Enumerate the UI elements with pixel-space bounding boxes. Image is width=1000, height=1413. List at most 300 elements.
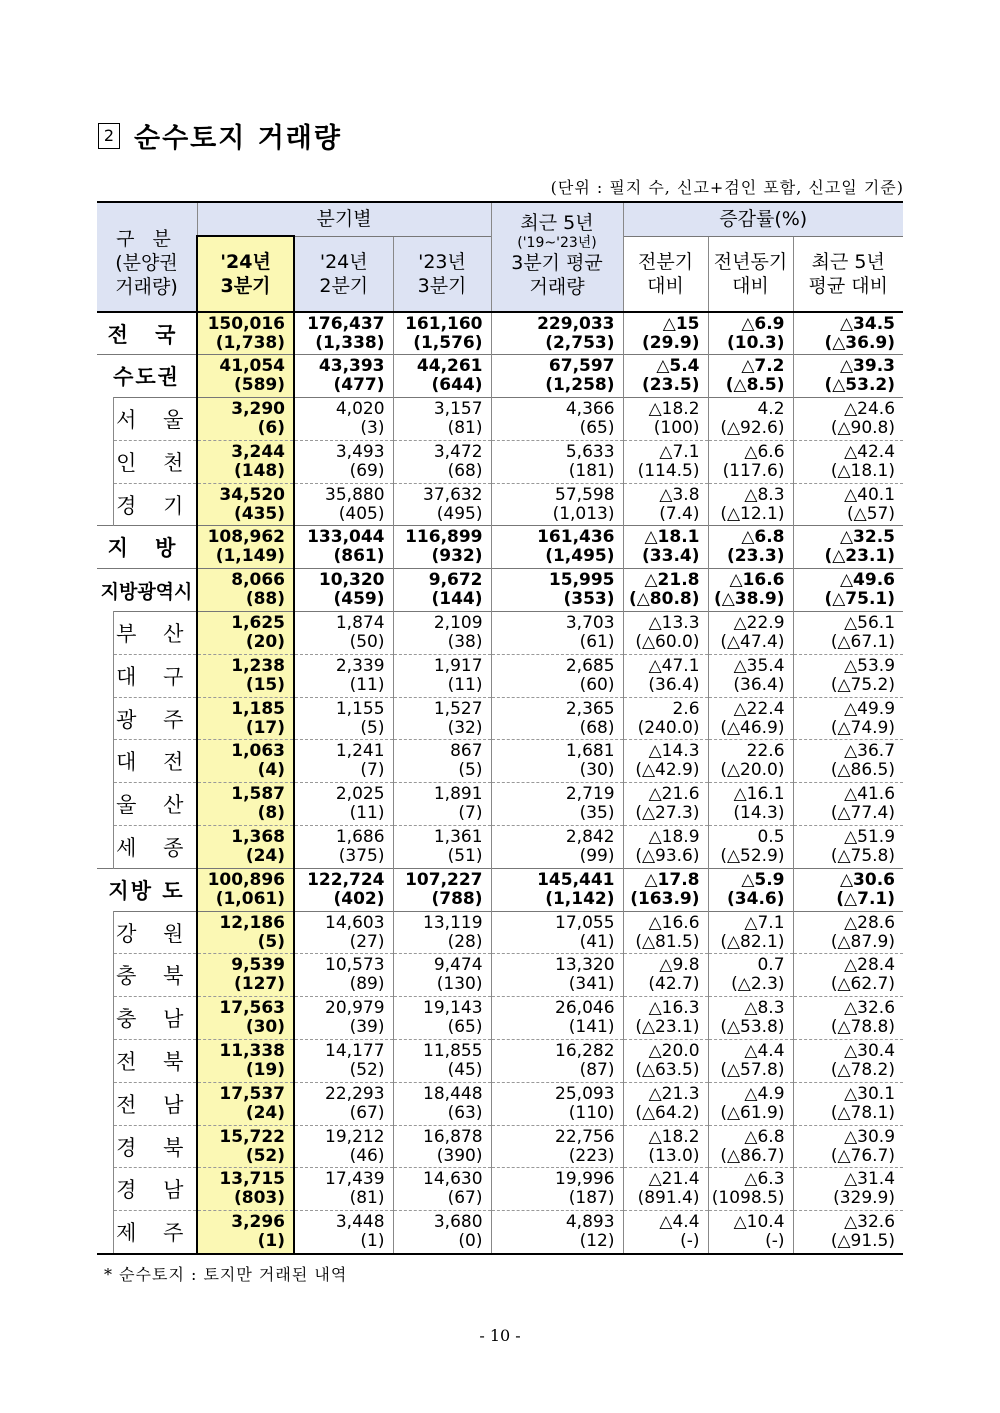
header-category-sub: (분양권 거래량) — [115, 252, 178, 298]
cell — [197, 398, 294, 441]
cell-value: 1,238 — [231, 655, 286, 676]
cell-value: △9.8 — [659, 955, 700, 976]
row-label: 대 전 — [113, 740, 197, 783]
cell-value: 1,874 — [335, 612, 385, 633]
cell-value: 57,598 — [555, 484, 615, 505]
cell — [393, 911, 491, 954]
cell — [623, 868, 708, 911]
cell — [793, 911, 903, 954]
cell-sub-value: (46) — [349, 1145, 385, 1166]
cell — [793, 355, 903, 398]
cell-sub-value: (68) — [447, 460, 483, 481]
cell — [294, 911, 393, 954]
cell-sub-value: (405) — [338, 503, 385, 524]
cell-value: △6.6 — [744, 441, 785, 462]
cell-sub-value: (644) — [431, 375, 483, 396]
cell — [294, 1211, 393, 1254]
cell-value: 18,448 — [423, 1083, 483, 1104]
cell — [197, 355, 294, 398]
cell-value: 1,368 — [231, 826, 286, 847]
cell-value: △16.1 — [733, 784, 785, 805]
cell-value: 14,630 — [423, 1169, 483, 1190]
cell-value: △32.5 — [839, 527, 896, 548]
row-indent — [97, 654, 113, 697]
cell — [393, 997, 491, 1040]
cell-sub-value: (14.3) — [733, 803, 785, 824]
cell — [623, 997, 708, 1040]
cell-value: 161,436 — [537, 527, 615, 548]
cell-sub-value: (34.6) — [727, 888, 785, 909]
cell — [491, 612, 623, 655]
cell-sub-value: (240.0) — [637, 717, 700, 738]
cell — [623, 740, 708, 783]
cell-value: △4.4 — [744, 1040, 785, 1061]
header-q-24-3: '24년 3분기 — [197, 236, 294, 312]
cell-value: 14,603 — [325, 912, 385, 933]
cell — [294, 398, 393, 441]
cell-sub-value: (1) — [257, 1230, 286, 1251]
cell — [197, 483, 294, 526]
cell-value: 2.6 — [672, 698, 700, 719]
cell-value: 16,878 — [423, 1126, 483, 1147]
cell — [197, 654, 294, 697]
cell-sub-value: (11) — [349, 803, 385, 824]
table-row — [97, 1082, 903, 1125]
cell — [708, 1125, 793, 1168]
cell-value: △8.3 — [744, 998, 785, 1019]
cell-sub-value: (477) — [333, 375, 385, 396]
header-vs-prev-q: 전분기 대비 — [623, 236, 708, 312]
cell-sub-value: (99) — [579, 845, 615, 866]
cell-sub-value: (1,142) — [545, 888, 615, 909]
cell — [623, 612, 708, 655]
table-row — [97, 440, 903, 483]
row-indent — [97, 1040, 113, 1083]
cell-sub-value: (27) — [349, 931, 385, 952]
cell-sub-value: (△52.9) — [720, 845, 785, 866]
cell — [491, 654, 623, 697]
cell-sub-value: (1,576) — [413, 332, 483, 353]
cell-sub-value: (5) — [257, 931, 286, 952]
cell — [491, 1125, 623, 1168]
cell-sub-value: (11) — [349, 674, 385, 695]
cell — [708, 612, 793, 655]
cell — [708, 997, 793, 1040]
cell-sub-value: (52) — [349, 1059, 385, 1080]
cell-sub-value: (1098.5) — [711, 1188, 785, 1209]
cell — [793, 483, 903, 526]
cell — [294, 826, 393, 869]
cell — [294, 954, 393, 997]
cell-value: 13,715 — [219, 1169, 286, 1190]
cell — [491, 783, 623, 826]
cell — [197, 612, 294, 655]
cell-sub-value: (△64.2) — [635, 1102, 700, 1123]
cell-value: 0.7 — [757, 955, 785, 976]
cell — [708, 911, 793, 954]
cell-sub-value: (41) — [579, 931, 615, 952]
cell-value: △56.1 — [844, 612, 896, 633]
cell — [197, 526, 294, 569]
cell-sub-value: (30) — [245, 1017, 286, 1038]
cell-value: △13.3 — [648, 612, 700, 633]
cell-value: 3,472 — [433, 441, 483, 462]
cell-value: 22,756 — [555, 1126, 615, 1147]
cell-value: △30.4 — [844, 1040, 896, 1061]
cell — [491, 312, 623, 355]
cell-sub-value: (341) — [568, 974, 615, 995]
cell-sub-value: (△62.7) — [830, 974, 896, 995]
cell — [708, 868, 793, 911]
cell-value: 4.2 — [757, 398, 785, 419]
cell — [294, 526, 393, 569]
cell-value: △30.9 — [844, 1126, 896, 1147]
cell — [294, 312, 393, 355]
cell — [793, 569, 903, 612]
cell-sub-value: (△91.5) — [830, 1230, 896, 1251]
row-label: 경 북 — [113, 1125, 197, 1168]
cell-sub-value: (19) — [245, 1059, 286, 1080]
cell-sub-value: (127) — [233, 974, 286, 995]
cell — [793, 826, 903, 869]
table-row — [97, 783, 903, 826]
cell — [197, 826, 294, 869]
cell-value: 2,842 — [565, 826, 615, 847]
row-label: 광 주 — [113, 697, 197, 740]
cell — [623, 1125, 708, 1168]
cell-value: 17,537 — [219, 1083, 286, 1104]
header-category-label: 구 분 — [116, 228, 177, 250]
cell-sub-value: (435) — [233, 503, 286, 524]
cell-sub-value: (7) — [360, 760, 385, 781]
cell-sub-value: (△82.1) — [720, 931, 785, 952]
row-label: 인 천 — [113, 440, 197, 483]
header-category — [97, 202, 197, 312]
cell-value: 10,320 — [318, 570, 385, 591]
cell-value: △3.8 — [659, 484, 700, 505]
cell-sub-value: (5) — [458, 760, 483, 781]
cell-value: 35,880 — [325, 484, 385, 505]
cell-sub-value: (67) — [349, 1102, 385, 1123]
cell-value: △35.4 — [733, 655, 785, 676]
row-label: 대 구 — [113, 654, 197, 697]
row-indent — [97, 1168, 113, 1211]
table-row — [97, 911, 903, 954]
cell — [491, 826, 623, 869]
cell-value: 122,724 — [307, 869, 385, 890]
cell-sub-value: (△23.1) — [824, 546, 896, 567]
cell-value: 17,439 — [325, 1169, 385, 1190]
cell-sub-value: (1) — [360, 1230, 385, 1251]
cell — [294, 654, 393, 697]
cell-value: 22.6 — [746, 741, 785, 762]
cell-value: 133,044 — [307, 527, 385, 548]
cell — [294, 1082, 393, 1125]
cell-sub-value: (△67.1) — [830, 631, 896, 652]
cell — [393, 483, 491, 526]
table-row — [97, 654, 903, 697]
cell-value: 150,016 — [207, 313, 286, 334]
cell — [793, 526, 903, 569]
cell-sub-value: (10.3) — [727, 332, 785, 353]
cell-sub-value: (33.4) — [642, 546, 700, 567]
cell-sub-value: (891.4) — [637, 1188, 700, 1209]
cell-value: 1,681 — [565, 741, 615, 762]
header-q-24-2: '24년 2분기 — [294, 236, 393, 312]
cell-value: 145,441 — [537, 869, 615, 890]
cell-value: △21.8 — [644, 570, 700, 591]
cell — [393, 954, 491, 997]
cell-value: 25,093 — [555, 1083, 615, 1104]
row-indent — [97, 612, 113, 655]
cell — [708, 312, 793, 355]
table-row — [97, 697, 903, 740]
cell-sub-value: (353) — [563, 589, 615, 610]
cell — [491, 954, 623, 997]
cell-sub-value: (51) — [447, 845, 483, 866]
cell — [393, 440, 491, 483]
cell — [393, 783, 491, 826]
table-row — [97, 1125, 903, 1168]
cell-value: △32.6 — [844, 1211, 896, 1232]
cell — [197, 868, 294, 911]
row-indent — [97, 697, 113, 740]
cell — [623, 312, 708, 355]
cell — [708, 355, 793, 398]
cell-value: △16.3 — [648, 998, 700, 1019]
cell-value: 17,055 — [555, 912, 615, 933]
cell-sub-value: (2,753) — [545, 332, 615, 353]
cell-value: 867 — [450, 741, 483, 762]
table-row — [97, 1211, 903, 1254]
cell — [491, 911, 623, 954]
cell-value: △6.8 — [744, 1126, 785, 1147]
cell-value: 161,160 — [405, 313, 483, 334]
cell-sub-value: (△78.8) — [830, 1017, 896, 1038]
cell — [393, 868, 491, 911]
cell — [197, 997, 294, 1040]
cell-sub-value: (390) — [436, 1145, 483, 1166]
row-indent — [97, 440, 113, 483]
cell-value: △36.7 — [844, 741, 896, 762]
cell — [197, 954, 294, 997]
cell-value: 108,962 — [207, 527, 286, 548]
cell-value: △22.4 — [733, 698, 785, 719]
table-row — [97, 1168, 903, 1211]
table-row — [97, 1040, 903, 1083]
cell-sub-value: (187) — [568, 1188, 615, 1209]
cell-value: △18.2 — [648, 398, 700, 419]
cell-sub-value: (△92.6) — [720, 417, 785, 438]
cell-sub-value: (223) — [568, 1145, 615, 1166]
cell-sub-value: (△8.5) — [725, 375, 785, 396]
cell-value: 1,686 — [335, 826, 385, 847]
cell-sub-value: (-) — [765, 1230, 785, 1251]
cell-sub-value: (△77.4) — [830, 803, 896, 824]
cell — [623, 569, 708, 612]
row-indent — [97, 997, 113, 1040]
cell-sub-value: (1,258) — [545, 375, 615, 396]
cell-value: △41.6 — [844, 784, 896, 805]
cell-value: △7.1 — [744, 912, 785, 933]
cell — [623, 1211, 708, 1254]
cell-value: △32.6 — [844, 998, 896, 1019]
cell-value: 15,722 — [219, 1126, 286, 1147]
cell — [393, 398, 491, 441]
cell-value: 41,054 — [219, 356, 286, 377]
cell-value: 16,282 — [555, 1040, 615, 1061]
cell — [708, 569, 793, 612]
table-row — [97, 569, 903, 612]
cell-sub-value: (17) — [245, 717, 286, 738]
cell-value: △16.6 — [729, 570, 785, 591]
cell-sub-value: (3) — [360, 417, 385, 438]
row-indent — [97, 826, 113, 869]
cell — [623, 654, 708, 697]
cell-value: 3,448 — [335, 1211, 385, 1232]
table-row — [97, 312, 903, 355]
header-recent5-sub: ('19~'23년) — [517, 235, 597, 251]
cell-value: 4,366 — [565, 398, 615, 419]
cell — [294, 997, 393, 1040]
cell-value: 2,719 — [565, 784, 615, 805]
cell-sub-value: (52) — [245, 1145, 286, 1166]
cell-sub-value: (24) — [245, 845, 286, 866]
cell — [197, 1082, 294, 1125]
header-vs-5y: 최근 5년 평균 대비 — [793, 236, 903, 312]
cell-value: 15,995 — [548, 570, 615, 591]
cell-sub-value: (8) — [257, 803, 286, 824]
cell — [197, 783, 294, 826]
cell-value: △18.1 — [644, 527, 700, 548]
row-label: 서 울 — [113, 398, 197, 441]
cell-sub-value: (△74.9) — [830, 717, 896, 738]
cell-sub-value: (329.9) — [833, 1188, 896, 1209]
cell — [708, 483, 793, 526]
cell-value: 14,177 — [325, 1040, 385, 1061]
cell-value: △5.4 — [656, 356, 700, 377]
row-label: 충 남 — [113, 997, 197, 1040]
cell — [294, 783, 393, 826]
cell-sub-value: (1,013) — [552, 503, 615, 524]
cell-value: 9,539 — [231, 955, 286, 976]
cell — [793, 1125, 903, 1168]
page-number: - 10 - — [479, 1326, 521, 1345]
cell-value: 17,563 — [219, 998, 286, 1019]
cell-sub-value: (23.3) — [727, 546, 785, 567]
header-recent5-label: 최근 5년 — [520, 212, 594, 234]
cell-value: 2,025 — [335, 784, 385, 805]
table-row — [97, 997, 903, 1040]
cell — [197, 312, 294, 355]
header-growth: 증감률(%) — [623, 202, 903, 236]
cell — [393, 355, 491, 398]
cell — [623, 911, 708, 954]
header-q-23-3: '23년 3분기 — [393, 236, 491, 312]
table-row — [97, 398, 903, 441]
cell — [793, 997, 903, 1040]
cell-sub-value: (15) — [245, 674, 286, 695]
cell-value: △18.2 — [648, 1126, 700, 1147]
cell-value: 37,632 — [423, 484, 483, 505]
section-title-text: 순수토지 거래량 — [134, 123, 342, 154]
cell-value: 229,033 — [537, 313, 615, 334]
cell-value: 2,109 — [433, 612, 483, 633]
cell-value: △6.9 — [741, 313, 785, 334]
cell — [491, 440, 623, 483]
cell-sub-value: (6) — [257, 417, 286, 438]
cell-sub-value: (13.0) — [648, 1145, 700, 1166]
cell — [793, 868, 903, 911]
cell-sub-value: (△57.8) — [720, 1059, 785, 1080]
cell-value: △49.6 — [839, 570, 896, 591]
cell-sub-value: (459) — [333, 589, 385, 610]
cell — [708, 783, 793, 826]
cell — [491, 483, 623, 526]
table-row — [97, 954, 903, 997]
cell-sub-value: (32) — [447, 717, 483, 738]
cell — [623, 954, 708, 997]
cell-sub-value: (△63.5) — [635, 1059, 700, 1080]
cell-sub-value: (△78.2) — [830, 1059, 896, 1080]
cell — [708, 526, 793, 569]
row-label: 전 북 — [113, 1040, 197, 1083]
cell-value: 3,296 — [231, 1211, 286, 1232]
cell-value: △17.8 — [644, 869, 700, 890]
row-label: 충 북 — [113, 954, 197, 997]
cell — [491, 526, 623, 569]
cell-sub-value: (△81.5) — [635, 931, 700, 952]
cell-sub-value: (29.9) — [642, 332, 700, 353]
cell-value: △53.9 — [844, 655, 896, 676]
cell-value: △14.3 — [648, 741, 700, 762]
cell — [393, 569, 491, 612]
row-label: 부 산 — [113, 612, 197, 655]
cell-sub-value: (932) — [431, 546, 483, 567]
cell-value: 26,046 — [555, 998, 615, 1019]
cell — [393, 1082, 491, 1125]
cell — [197, 697, 294, 740]
cell-value: △4.9 — [744, 1083, 785, 1104]
cell-sub-value: (△36.9) — [824, 332, 896, 353]
cell-sub-value: (110) — [568, 1102, 615, 1123]
cell-value: △42.4 — [844, 441, 896, 462]
cell — [294, 1168, 393, 1211]
cell — [393, 612, 491, 655]
cell-value: 20,979 — [325, 998, 385, 1019]
row-label: 강 원 — [113, 911, 197, 954]
cell-value: △10.4 — [733, 1211, 785, 1232]
cell-sub-value: (69) — [349, 460, 385, 481]
cell — [393, 826, 491, 869]
cell — [491, 1082, 623, 1125]
cell-value: 3,680 — [433, 1211, 483, 1232]
cell-sub-value: (30) — [579, 760, 615, 781]
cell-sub-value: (△60.0) — [635, 631, 700, 652]
cell-sub-value: (68) — [579, 717, 615, 738]
row-indent — [97, 911, 113, 954]
cell-sub-value: (35) — [579, 803, 615, 824]
cell — [491, 1168, 623, 1211]
cell — [197, 1168, 294, 1211]
cell-sub-value: (144) — [431, 589, 483, 610]
row-label: 경 남 — [113, 1168, 197, 1211]
cell-sub-value: (130) — [436, 974, 483, 995]
cell — [294, 483, 393, 526]
cell-sub-value: (65) — [447, 1017, 483, 1038]
cell-value: 3,157 — [433, 398, 483, 419]
cell — [793, 1040, 903, 1083]
